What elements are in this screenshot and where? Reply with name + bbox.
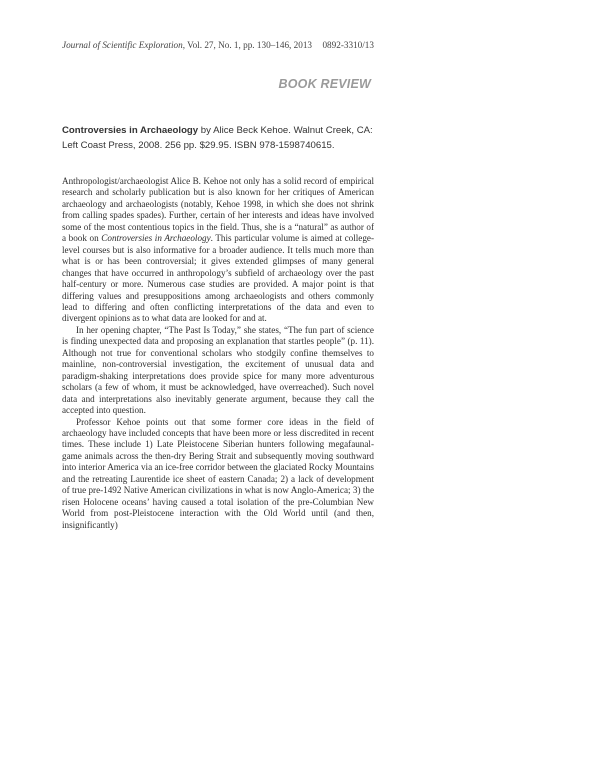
journal-citation xyxy=(62,40,312,50)
paragraph-1-part-1: Anthropologist/archaeologist Alice B. Kehoe not only has a solid record of empirical research and scholarly publication but is also known for her critiques of American archaeology and archaeologists (notably, Kehoe 1998, in which she does not shrink from calling spades spades). Further, certain of her interests and ideas have involved some of the most contentious topics in the field. Thus, she is a “natural” as author of a book on xyxy=(62,176,374,244)
review-body xyxy=(62,176,374,531)
paragraph-1-part-2: . This particular volume is aimed at college-level courses but is also informative for a broader audience. It tells much more than what is or has been controversial; it gives extended glimpses of many general changes that have occurred in anthropology’s subfield of archaeology over the past half-century or more. Numerous case studies are provided. A major point is that differing values and presuppositions among archaeologists and others commonly lead to differing and often conflicting interpretations of the data and even to divergent opinions as to what data are looked for and at. xyxy=(62,233,374,324)
section-label: BOOK REVIEW xyxy=(278,77,371,91)
book-title: Controversies in Archaeology xyxy=(62,125,199,136)
book-title-italic: Controversies in Archaeology xyxy=(101,233,211,244)
paragraph-3: Professor Kehoe points out that some former core ideas in the field of archaeology have included concepts that have been more or less discredited in recent times. These include 1) Late Pleistocene Siberian hunters following megafaunal-game animals across the then-dry Bering Strait and subsequently moving southward into interior America via an ice-free corridor between the glaciated Rocky Mountains and the retreating Laurentide ice sheet of eastern Canada; 2) a lack of development of true pre-1492 Native American civilizations in what is now Anglo-America; 3) the risen Holocene oceans’ having caused a total isolation of the pre-Columbian New World from post-Pleistocene interaction with the Old World until (and then, insignificantly) xyxy=(62,416,374,530)
journal-details: , Vol. 27, No. 1, pp. 130–146, 2013 xyxy=(182,40,313,50)
running-header xyxy=(62,40,374,50)
book-citation xyxy=(62,124,374,153)
paragraph-2: In her opening chapter, “The Past Is Today,” she states, “The fun part of science is finding unexpected data and proposing an explanation that startles people” (p. 11). Although not true for conventional scholars who stodgily confine themselves to mainline, non-controversial investigation, the excitement of unusual data and paradigm-shaking interpretations does provide spice for many more adventurous scholars (a few of whom, it must be acknowledged, have overreached). Such novel data and interpretations also inevitably generate argument, because they call the accepted into question. xyxy=(62,324,374,416)
issn: 0892-3310/13 xyxy=(322,40,374,50)
paragraph-1 xyxy=(62,176,374,325)
citation-details: by Alice Beck Kehoe. Walnut Creek, CA: Left Coast Press, 2008. 256 pp. $29.95. ISBN 978-1598740615. xyxy=(62,125,373,151)
journal-name: Journal of Scientific Exploration xyxy=(62,40,183,50)
